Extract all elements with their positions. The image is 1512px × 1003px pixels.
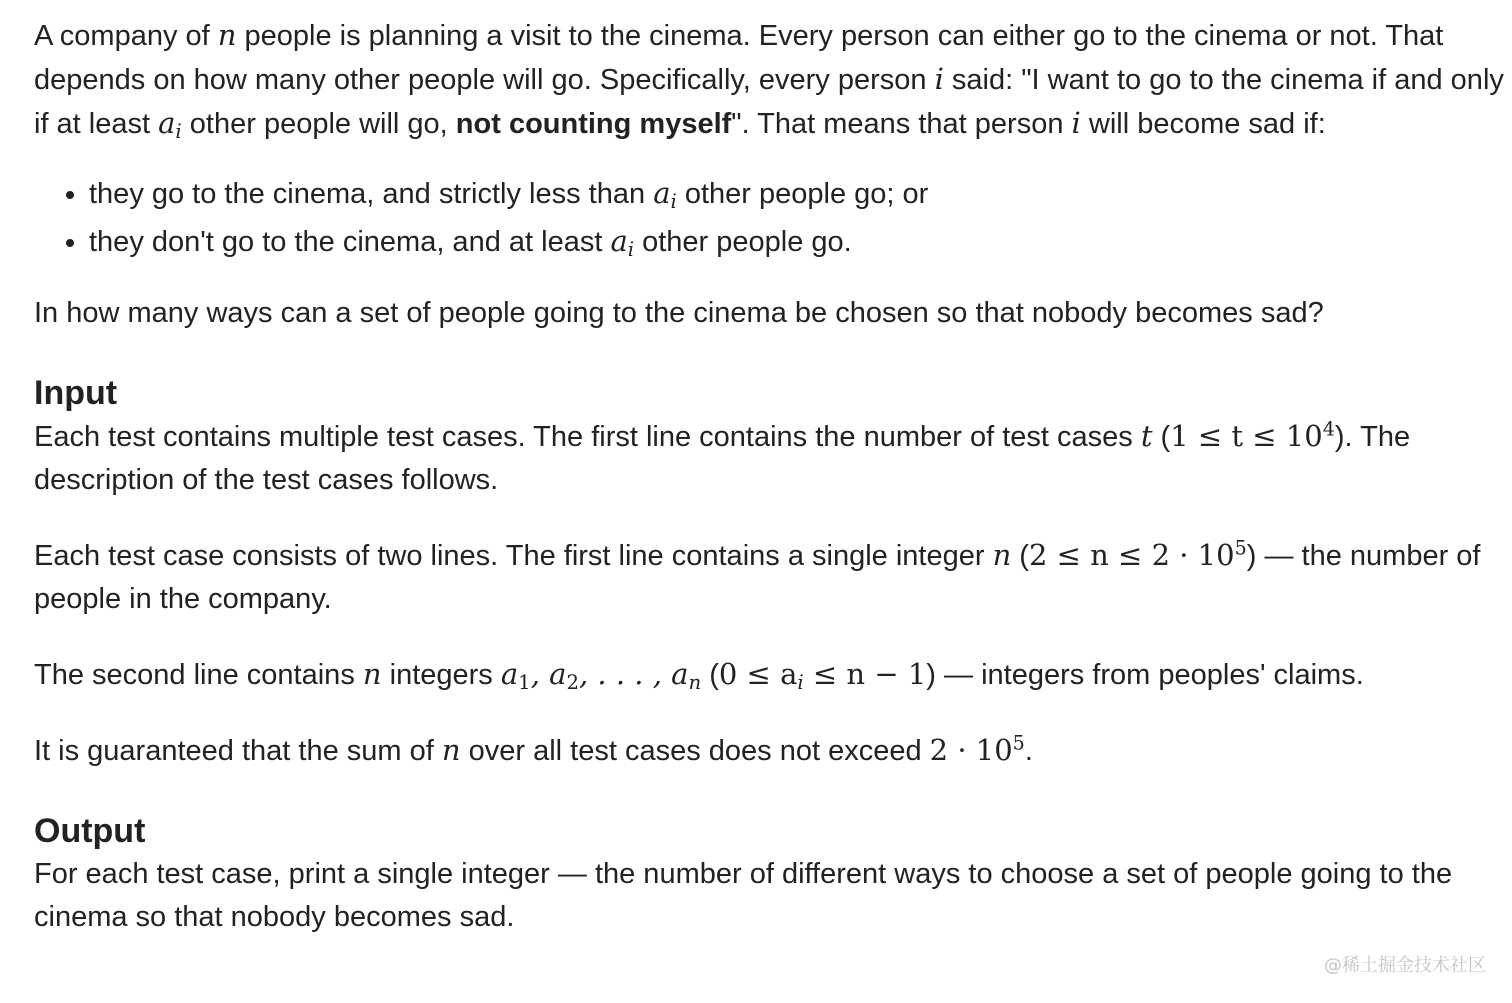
text: other people go. — [634, 226, 852, 258]
math-var: i — [1071, 106, 1081, 140]
math-subscript: i — [797, 670, 804, 694]
input-heading: Input — [34, 374, 118, 412]
output-paragraph: For each test case, print a single integer — the number of different ways to choose a set of people going to the cinema so that nobody becomes sad. — [34, 858, 1453, 933]
text: — the number of people in the company. — [34, 540, 1481, 615]
text: — integers from peoples' claims. — [935, 659, 1364, 691]
text: ) — [926, 659, 936, 691]
bold-emphasis: not counting myself — [455, 108, 732, 140]
text: they don't go to the cinema, and at least — [89, 226, 611, 258]
math-var: n — [992, 538, 1012, 572]
output-heading: Output — [34, 812, 146, 850]
problem-statement — [34, 14, 1504, 939]
text: It is guaranteed that the sum of — [34, 735, 442, 767]
input-paragraph — [34, 653, 1504, 697]
math-var: , . . . , a — [578, 657, 689, 691]
text: ". That means that person — [731, 108, 1072, 140]
text: other people will go, — [181, 108, 456, 140]
math-subscript: i — [627, 237, 635, 261]
math-subscript: n — [688, 670, 702, 694]
math-var: a — [158, 106, 176, 140]
text: over all test cases does not exceed — [460, 735, 930, 767]
text: will become sad if: — [1080, 108, 1326, 140]
math-superscript: 4 — [1322, 417, 1335, 441]
text: ( — [701, 659, 719, 691]
math-expr: 2 ≤ n ≤ 2 · 10 — [1028, 538, 1235, 572]
math-var: n — [217, 18, 237, 52]
text: other people go; or — [676, 178, 929, 210]
math-var: a — [610, 224, 628, 258]
watermark: @稀土掘金技术社区 — [1324, 955, 1486, 976]
math-superscript: 5 — [1234, 536, 1247, 560]
text: ) — [1246, 540, 1257, 572]
math-subscript: 1 — [518, 670, 531, 694]
text: said: "I want to go to the cinema if and only if at least — [34, 64, 1504, 140]
text: ) — [1334, 421, 1345, 453]
input-paragraph — [34, 729, 1504, 773]
math-var: n — [362, 657, 382, 691]
text: A company of — [34, 20, 218, 52]
text: . — [1024, 735, 1033, 767]
list-item — [89, 170, 1504, 218]
text: integers — [381, 659, 501, 691]
question-paragraph: In how many ways can a set of people going to the cinema be chosen so that nobody becomes sad? — [34, 297, 1324, 329]
math-expr: 1 ≤ t ≤ 10 — [1170, 419, 1323, 453]
math-subscript: 2 — [566, 670, 579, 694]
sad-conditions-list — [34, 170, 1504, 266]
text: ( — [1011, 540, 1029, 572]
math-subscript: i — [670, 189, 677, 213]
list-item — [89, 218, 1504, 266]
text: . The description of the test cases follows. — [34, 421, 1411, 496]
math-superscript: 5 — [1012, 731, 1025, 755]
text: ( — [1152, 421, 1171, 453]
text: Each test case consists of two lines. The first line contains a single integer — [34, 540, 993, 572]
math-var: a — [500, 657, 519, 691]
text: they go to the cinema, and strictly less than — [89, 178, 654, 210]
text: The second line contains — [34, 659, 363, 691]
math-expr: ≤ n − 1 — [803, 657, 927, 691]
text: Each test contains multiple test cases. The first line contains the number of test cases — [34, 421, 1141, 453]
math-expr: 2 · 10 — [929, 733, 1013, 767]
math-var: i — [934, 62, 944, 96]
math-var: n — [441, 733, 461, 767]
math-subscript: i — [175, 119, 182, 143]
math-expr: 0 ≤ a — [718, 657, 798, 691]
text: people is planning a visit to the cinema. Every person can either go to the cinema or not. That depends on how many other people will go. Specifically, every person — [34, 20, 1444, 96]
math-var: , a — [530, 657, 567, 691]
input-paragraph — [34, 534, 1504, 621]
math-var: a — [653, 176, 671, 210]
input-paragraph — [34, 415, 1504, 502]
statement-paragraph — [34, 14, 1504, 146]
math-var: t — [1140, 419, 1153, 453]
